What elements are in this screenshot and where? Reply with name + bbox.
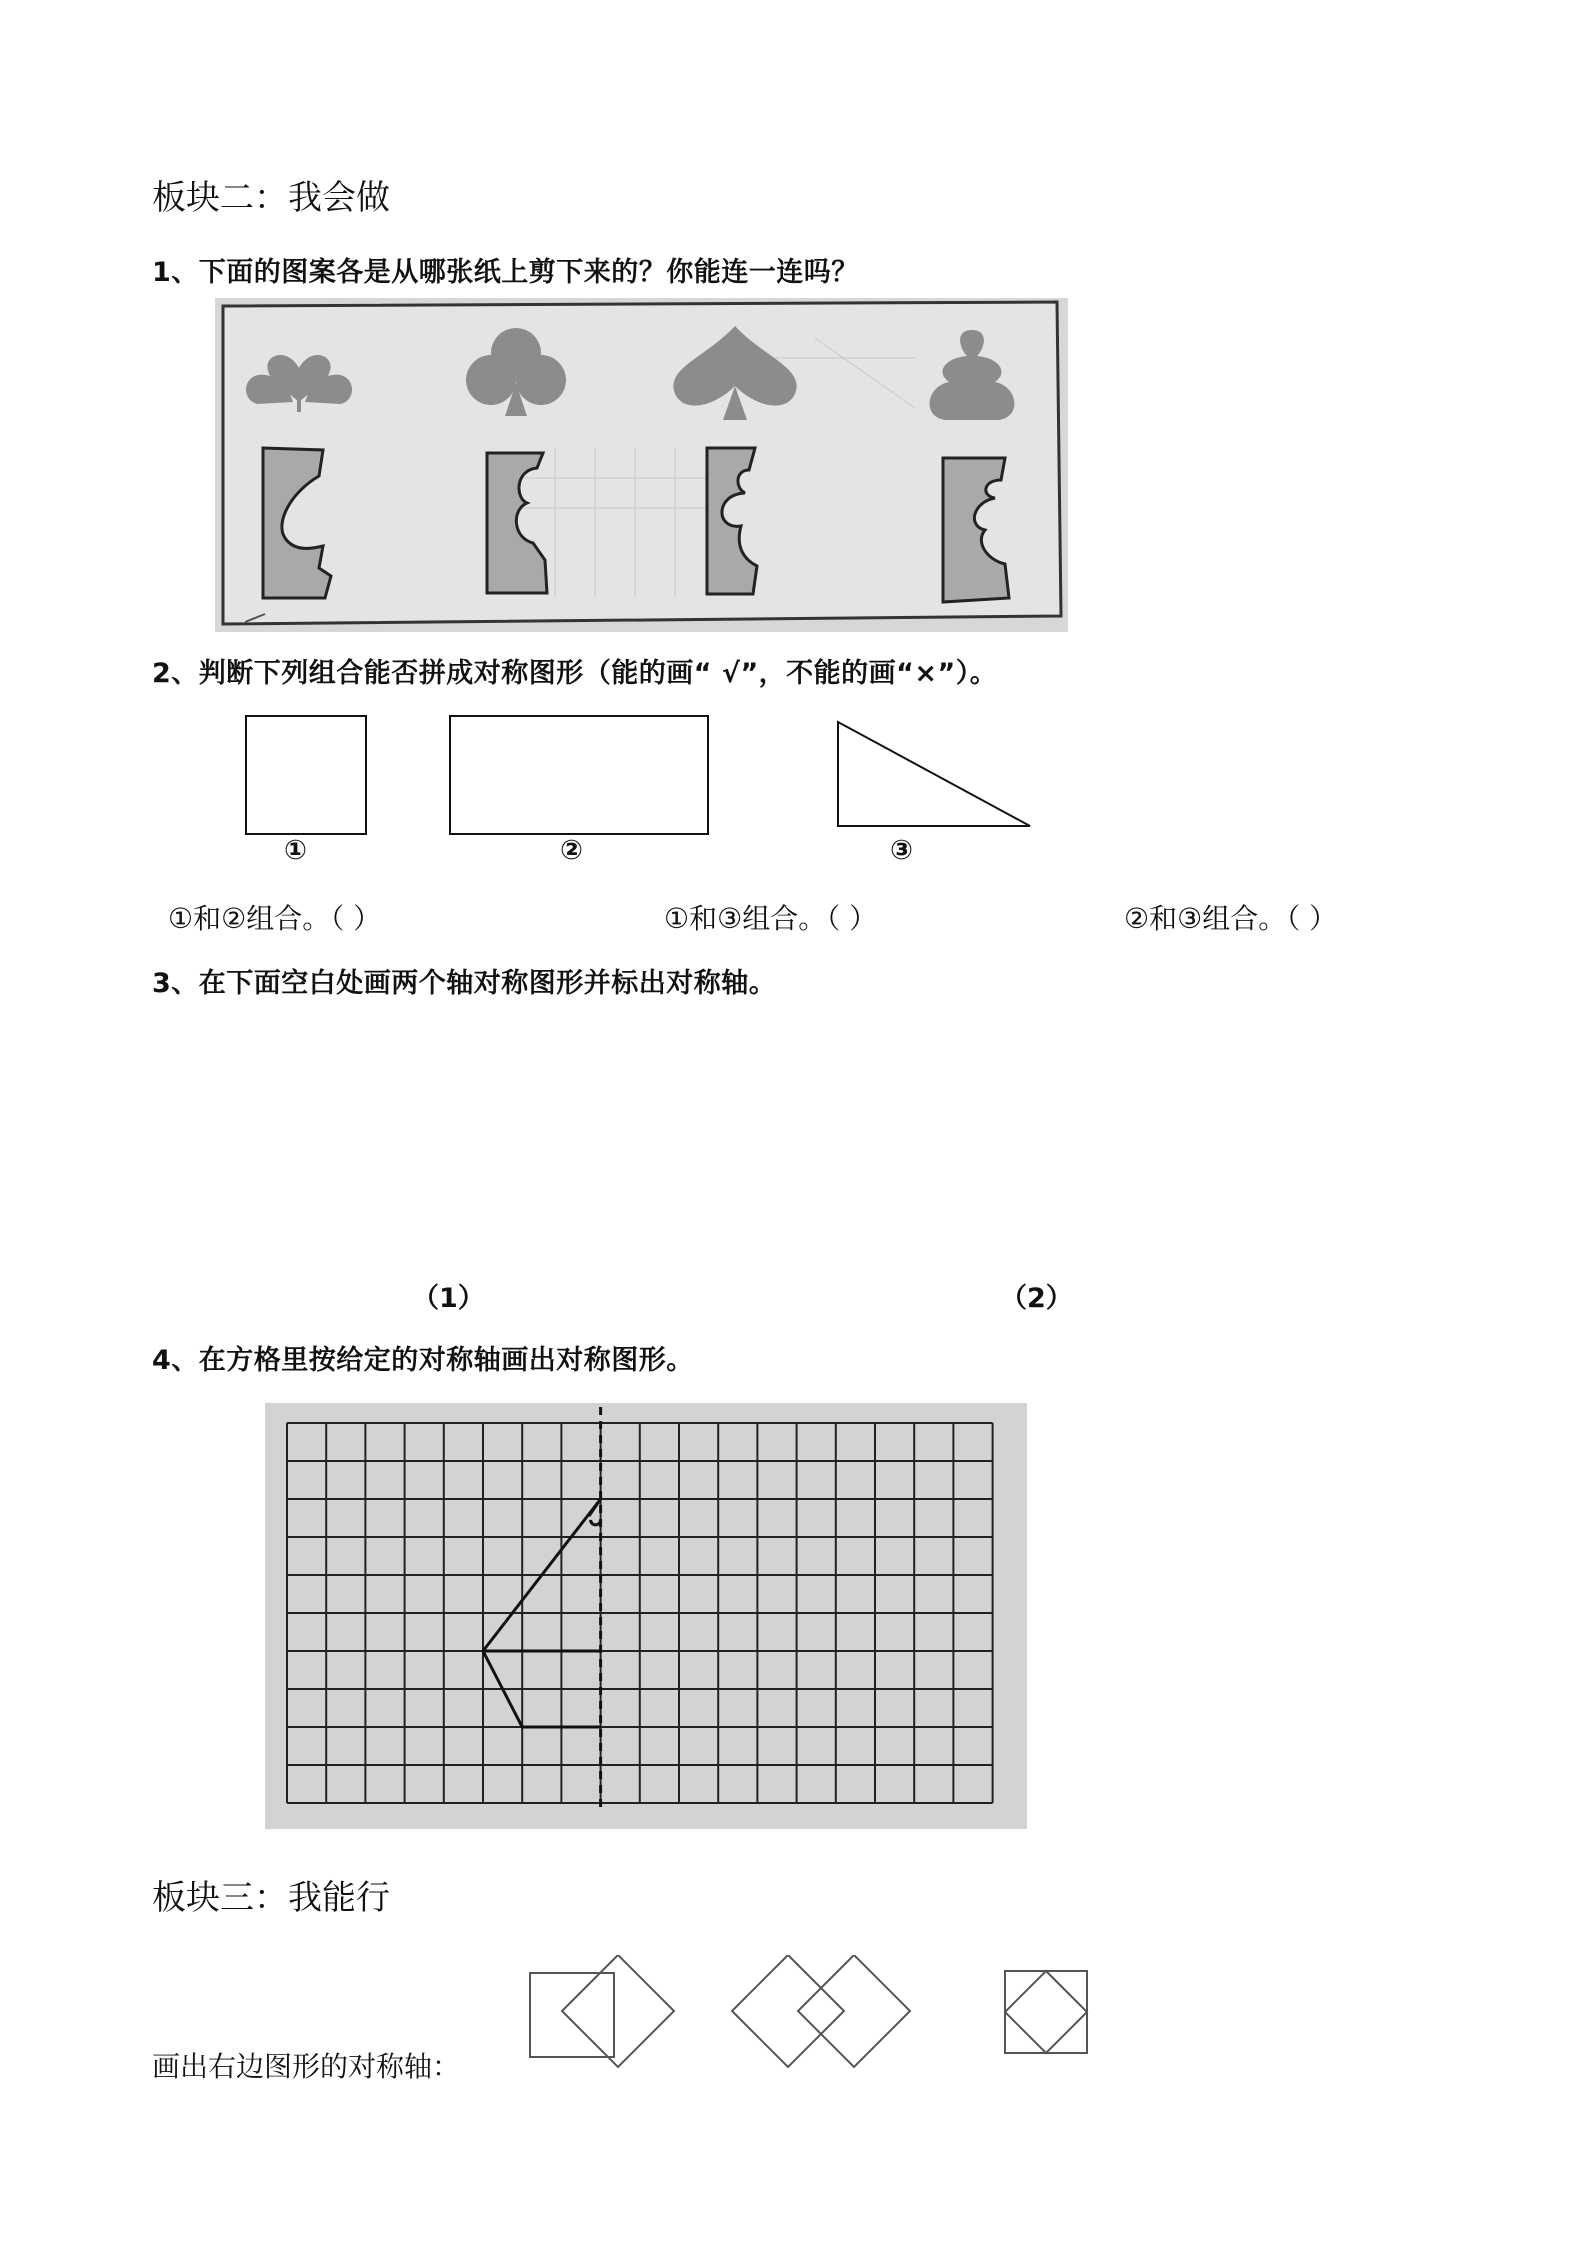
rectangle-figure — [450, 716, 708, 834]
question-3-text: 3、在下面空白处画两个轴对称图形并标出对称轴。 — [152, 968, 777, 999]
section-3-prompt: 画出右边图形的对称轴： — [152, 2050, 461, 2083]
paper-cutting-photo — [215, 298, 1068, 632]
figure-label-3: ③ — [890, 835, 913, 866]
symmetry-grid[interactable] — [265, 1403, 1027, 1829]
question-2-text: 2、判断下列组合能否拼成对称图形（能的画“ √”，不能的画“×”）。 — [152, 658, 998, 689]
question-4-text: 4、在方格里按给定的对称轴画出对称图形。 — [152, 1345, 694, 1376]
question-1-text: 1、下面的图案各是从哪张纸上剪下来的？你能连一连吗？ — [152, 257, 859, 288]
figure-label-2: ② — [560, 835, 583, 866]
combo-2-3-answer[interactable]: ②和③组合。（ ） — [1124, 902, 1338, 935]
drawing-label-1: （1） — [412, 1283, 485, 1314]
symmetry-grid-photo — [265, 1403, 1027, 1829]
question-2-figures — [240, 708, 1040, 838]
combo-1-3-answer[interactable]: ①和③组合。（ ） — [664, 902, 878, 935]
square-and-diamond-figure — [530, 1955, 674, 2067]
combo-1-2-answer[interactable]: ①和②组合。（ ） — [168, 902, 382, 935]
section-3-figures — [520, 1955, 1110, 2105]
right-triangle-figure — [838, 722, 1030, 826]
figure-label-1: ① — [284, 835, 307, 866]
section-2-title: 板块二：我会做 — [152, 178, 390, 218]
square-figure — [246, 716, 366, 834]
drawing-area-2[interactable] — [800, 1000, 1400, 1260]
square-with-inner-diamond-figure — [1005, 1971, 1087, 2053]
drawing-area-1[interactable] — [160, 1000, 760, 1260]
section-3-title: 板块三：我能行 — [152, 1878, 390, 1918]
two-diamonds-figure — [732, 1955, 910, 2067]
drawing-label-2: （2） — [1000, 1283, 1073, 1314]
